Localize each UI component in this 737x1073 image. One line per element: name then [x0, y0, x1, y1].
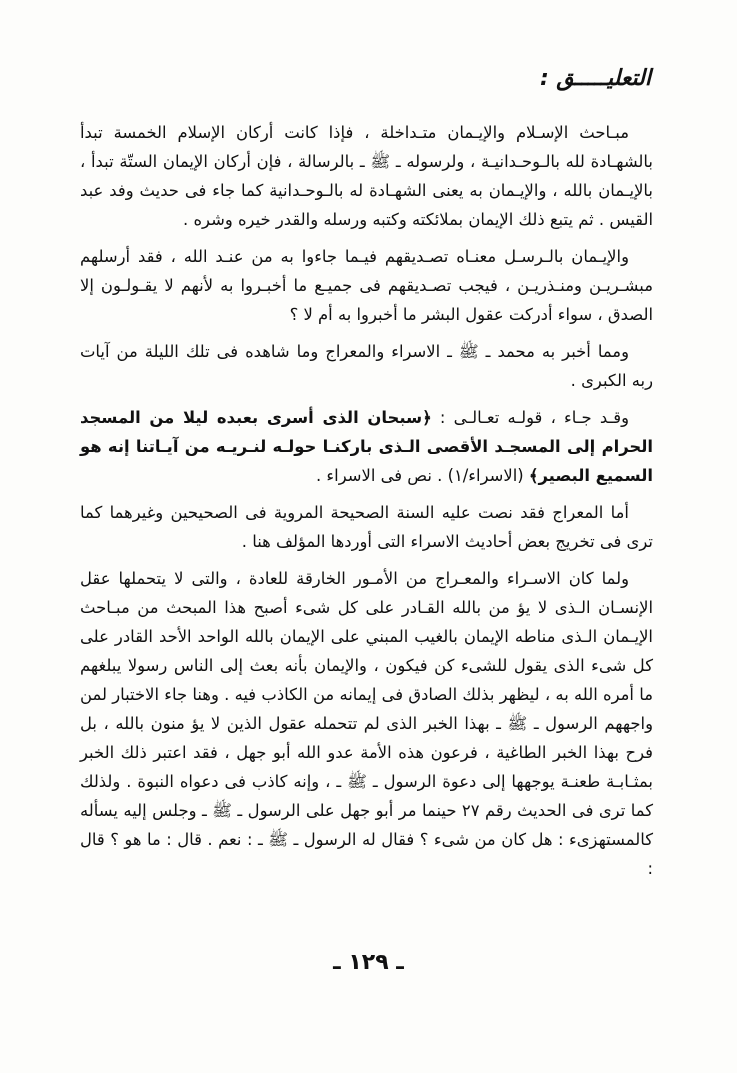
paragraph-supernatural: ولما كان الاسـراء والمعـراج من الأمـور الخارقة للعادة ، والتى لا يتحملها عقل الإنسـان الـذى لا يؤ من بالله القـادر على كل شىء أصبح هذا المبحث من مبـاحث الإيـمان الـذى مناطه الإيمان بالغيب المبني على الإيمان بالله الواحد الأحد القادر على كل شىء الذى يقول للشىء كن فيكون ، والإيمان بأنه بعث إلى الناس رسولا يبلغهم ما أمره الله به ، ليظهر بذلك الصادق فى إيمانه من الكاذب فيه . وهنا جاء الاختبار لمن واجههم الرسول ـ ﷺ ـ بهذا الخبر الذى لم تتحمله عقول الذين لا يؤ منون بالله ، بل فرح بهذا الخبر الطاغية ، فرعون هذه الأمة عدو الله أبو جهل ، فقد اعتبر ذلك الخبر بمثـابـة طعنـة يوجهها إلى دعوة الرسول ـ ﷺ ـ ، وإنه كاذب فى دعواه النبوة . ولذلك كما ترى فى الحديث رقم ٢٧ حينما مر أبو جهل على الرسول ـ ﷺ ـ وجلس إليه يسأله كالمستهزىء : هل كان من شىء ؟ فقال له الرسول ـ ﷺ ـ : نعم . قال : ما هو ؟ قال : [80, 569, 654, 878]
paragraph-belief-in-messengers: والإيـمان بالـرسـل معنـاه تصـديقهم فيـما جاءوا به من عنـد الله ، فقد أرسلهم مبشـريـن ومنـذريـن ، فيجب تصـديقهم فى جميـع ما أخبـروا به لأنهم لا يقـولـون إلا الصدق ، سواء أدركت عقول البشر ما أخبروا به أم لا ؟ [80, 247, 653, 324]
section-heading: التعليـــــق : [539, 66, 651, 91]
page-number: ـ ١٢٩ ـ [333, 950, 404, 975]
paragraph-miraj: أما المعراج فقد نصت عليه السنة الصحيحة المروية فى الصحيحين وغيرهما كما ترى فى تخريج بعض أحاديث الاسراء التى أوردها المؤلف هنا . [80, 503, 653, 551]
commentary-body [80, 118, 653, 891]
verse-citation: (الاسراء/١) . نص فى الاسراء . [316, 466, 524, 485]
quote-intro: وقـد جـاء ، قولـه تعـالـى : [439, 408, 629, 427]
paragraph-night-journey: ومما أخبر به محمد ـ ﷺ ـ الاسراء والمعراج وما شاهده فى تلك الليلة من آيات ربه الكبرى . [80, 342, 653, 390]
quran-quote-block [80, 403, 653, 490]
quran-verse: ﴿سبحان الذى أسرى بعبده ليلا من المسجد الحرام إلى المسجـد الأقصى الـذى باركنـا حولـه لنـريـه من آيـاتنا إنه هو السميع البصير﴾ [80, 408, 653, 485]
paragraph-faith-pillars: مبـاحث الإسـلام والإيـمان متـداخلة ، فإذا كانت أركان الإسلام الخمسة تبدأ بالشهـادة لله بالـوحـدانيـة ، ولرسوله ـ ﷺ ـ بالرسالة ، فإن أركان الإيمان الستّة تبدأ ، بالإيـمان بالله ، والإيـمان به يعنى الشهـادة له بالـوحـدانية كما جاء فى حديث وفد عبد القيس . ثم يتبع ذلك الإيمان بملائكته وكتبه ورسله والقدر خيره وشره . [80, 123, 653, 229]
